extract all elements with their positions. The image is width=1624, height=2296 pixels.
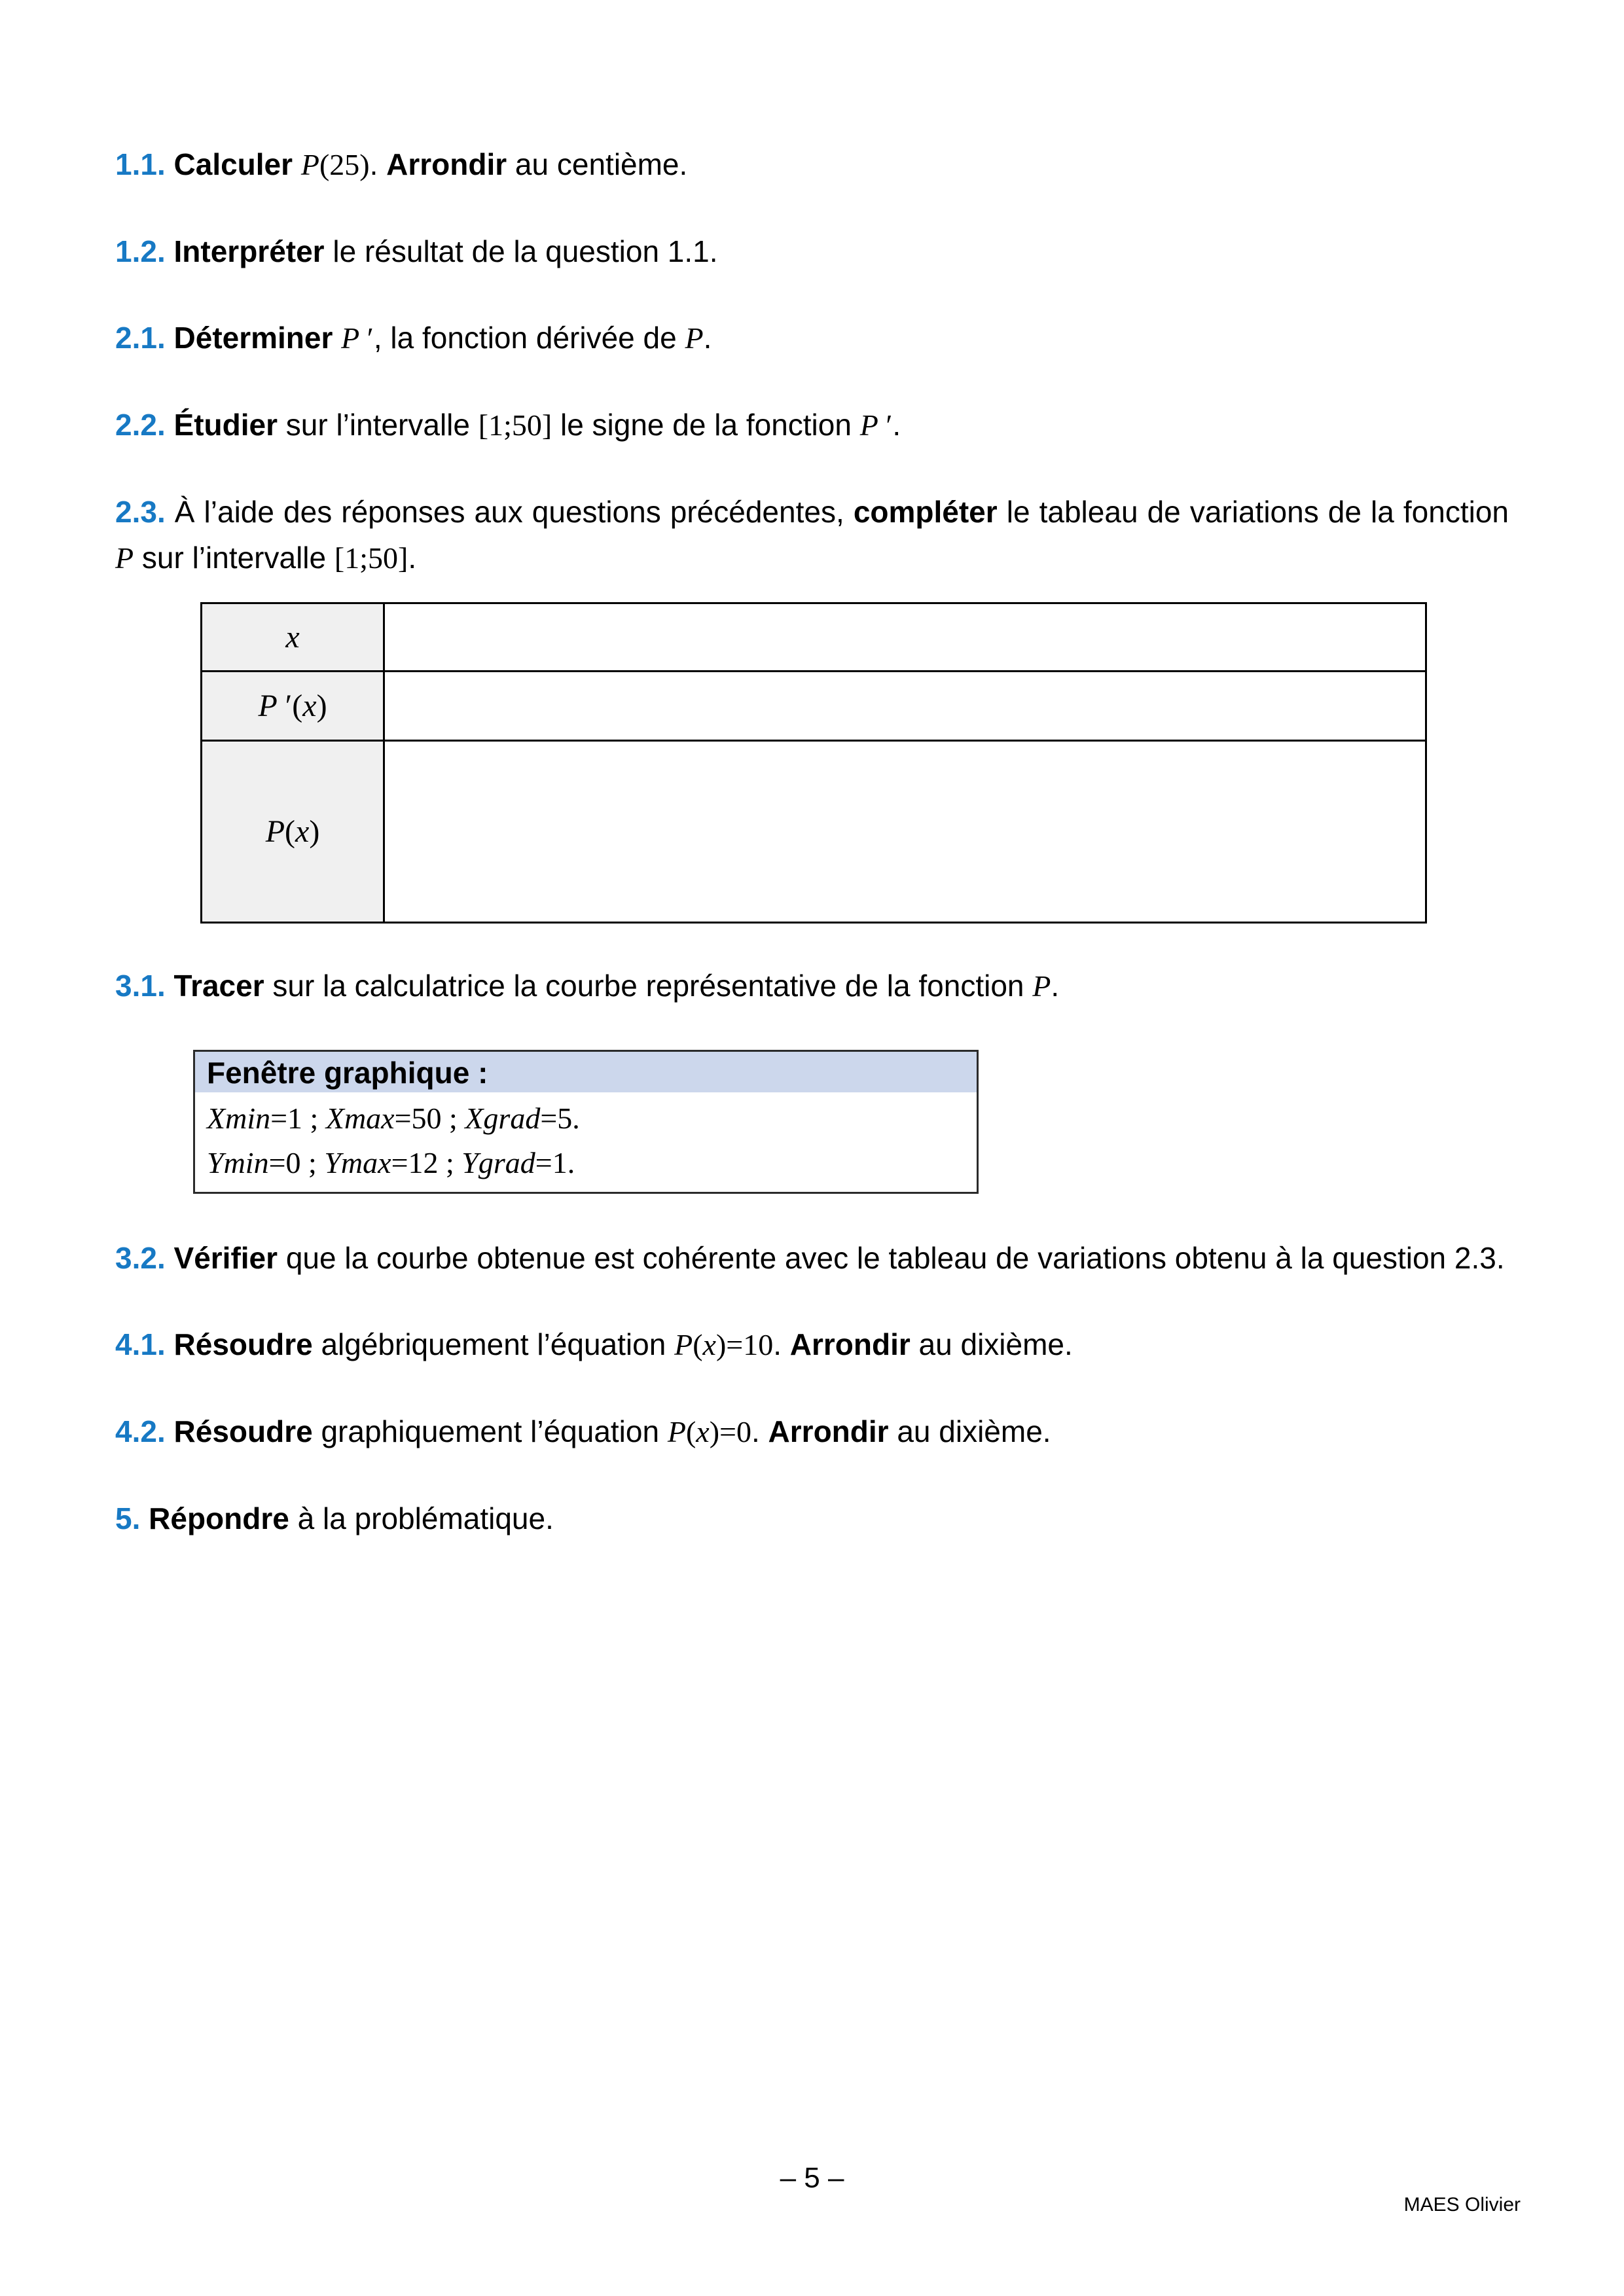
question-2-2 xyxy=(115,402,1509,448)
text-segment: ′ xyxy=(359,321,374,355)
text-segment: Calculer xyxy=(173,147,301,181)
text-segment: le signe de la fonction xyxy=(552,408,860,442)
text-segment: [1;50] xyxy=(334,541,408,575)
text-segment: Résoudre xyxy=(173,1327,313,1361)
text-segment: compléter xyxy=(853,495,998,529)
text-segment: Xgrad xyxy=(465,1102,541,1135)
text-segment: 5. xyxy=(115,1501,149,1535)
variation-table-label-p xyxy=(202,741,384,923)
variation-table-cell-p-prime xyxy=(384,672,1426,741)
variation-table-cell-x xyxy=(384,603,1426,672)
text-segment: . xyxy=(773,1327,790,1361)
text-segment: 3.1. xyxy=(115,969,174,1003)
text-segment: Résoudre xyxy=(173,1414,313,1448)
text-segment: =12 ; xyxy=(391,1146,462,1179)
text-segment: )=10 xyxy=(715,1328,774,1361)
text-segment: 2.2. xyxy=(115,408,174,442)
text-segment: =50 ; xyxy=(394,1102,465,1135)
question-4-2 xyxy=(115,1408,1509,1455)
text-segment: Arrondir xyxy=(768,1414,889,1448)
text-segment: à la problématique. xyxy=(289,1501,554,1535)
text-segment: sur la calculatrice la courbe représentative de la fonction xyxy=(264,969,1033,1003)
text-segment: Étudier xyxy=(173,408,278,442)
text-segment: x xyxy=(302,688,317,723)
text-segment: P xyxy=(667,1415,686,1448)
text-segment: . xyxy=(892,408,901,442)
text-segment: algébriquement l’équation xyxy=(312,1327,675,1361)
graph-window-body xyxy=(195,1092,977,1192)
question-1-2 xyxy=(115,228,1509,274)
text-segment: P xyxy=(115,541,134,575)
text-segment: x xyxy=(696,1415,710,1448)
text-segment: le tableau de variations de la fonction xyxy=(997,495,1509,529)
text-segment: P xyxy=(1032,969,1051,1003)
question-4-1 xyxy=(115,1321,1509,1368)
text-segment: ′( xyxy=(277,688,303,723)
question-2-1 xyxy=(115,315,1509,361)
text-segment: Tracer xyxy=(173,969,264,1003)
text-segment: P xyxy=(265,814,285,849)
graph-window-y-settings xyxy=(207,1141,965,1185)
text-segment: Ygrad xyxy=(461,1146,535,1179)
text-segment: . xyxy=(703,321,712,355)
text-segment: au dixième. xyxy=(910,1327,1073,1361)
text-segment: P xyxy=(674,1328,693,1361)
text-segment: =1. xyxy=(535,1146,575,1179)
variation-table-label-x xyxy=(202,603,384,672)
text-segment: 3.2. xyxy=(115,1241,174,1275)
page-number: – 5 – xyxy=(780,2162,844,2194)
text-segment: )=0 xyxy=(709,1415,751,1448)
text-segment: ) xyxy=(316,688,327,723)
text-segment: 2.3. xyxy=(115,495,175,529)
text-segment: 1.1. xyxy=(115,147,174,181)
text-segment: [1;50] xyxy=(478,408,552,442)
question-2-3 xyxy=(115,489,1509,581)
text-segment: Vérifier xyxy=(173,1241,278,1275)
text-segment: =5. xyxy=(540,1102,580,1135)
text-segment: . xyxy=(408,541,417,575)
variation-table-row-p xyxy=(202,741,1426,923)
text-segment: Arrondir xyxy=(789,1327,911,1361)
text-segment: Interpréter xyxy=(173,234,325,268)
text-segment: Ymax xyxy=(324,1146,391,1179)
page-content xyxy=(115,141,1509,1582)
text-segment: graphiquement l’équation xyxy=(312,1414,668,1448)
graph-window-title: Fenêtre graphique : xyxy=(195,1052,977,1092)
text-segment: 4.2. xyxy=(115,1414,174,1448)
variation-table-row-x xyxy=(202,603,1426,672)
text-segment: sur l’intervalle xyxy=(277,408,478,442)
text-segment: au dixième. xyxy=(888,1414,1051,1448)
variation-table-label-p-prime xyxy=(202,672,384,741)
text-segment: 2.1. xyxy=(115,321,174,355)
text-segment: ( xyxy=(685,1415,696,1448)
text-segment: . xyxy=(751,1414,768,1448)
text-segment: P xyxy=(341,321,360,355)
text-segment: =1 ; xyxy=(270,1102,326,1135)
question-5 xyxy=(115,1496,1509,1541)
variation-table-cell-p xyxy=(384,741,1426,923)
text-segment: ′ xyxy=(878,408,893,442)
text-segment: P xyxy=(300,148,319,181)
text-segment: 1.2. xyxy=(115,234,174,268)
question-1-1 xyxy=(115,141,1509,188)
text-segment: ) xyxy=(309,814,320,849)
graph-window-box xyxy=(193,1050,979,1194)
text-segment: x xyxy=(285,619,300,655)
text-segment: Ymin xyxy=(207,1146,269,1179)
variation-table xyxy=(200,602,1427,924)
graph-window-x-settings xyxy=(207,1096,965,1141)
text-segment: . xyxy=(369,147,387,181)
text-segment: . xyxy=(1051,969,1060,1003)
text-segment: au centième. xyxy=(507,147,688,181)
text-segment: Répondre xyxy=(149,1501,289,1535)
text-segment: P xyxy=(859,408,878,442)
text-segment: Xmax xyxy=(325,1102,395,1135)
text-segment: P xyxy=(685,321,704,355)
text-segment: sur l’intervalle xyxy=(134,541,334,575)
text-segment: ( xyxy=(285,814,295,849)
question-3-1 xyxy=(115,963,1509,1009)
text-segment: ( xyxy=(693,1328,703,1361)
text-segment: À l’aide des réponses aux questions précédentes, xyxy=(174,495,854,529)
text-segment: Déterminer xyxy=(173,321,342,355)
variation-table-row-p-prime xyxy=(202,672,1426,741)
text-segment: P xyxy=(258,688,278,723)
text-segment: le résultat de la question 1.1. xyxy=(324,234,718,268)
question-3-2 xyxy=(115,1235,1509,1281)
text-segment: Xmin xyxy=(207,1102,271,1135)
text-segment: que la courbe obtenue est cohérente avec le tableau de variations obtenu à la question 2.3. xyxy=(278,1241,1505,1275)
text-segment: , la fonction dérivée de xyxy=(373,321,685,355)
author-credit: MAES Olivier xyxy=(1403,2194,1521,2215)
text-segment: x xyxy=(295,814,310,849)
text-segment: x xyxy=(702,1328,716,1361)
text-segment: Arrondir xyxy=(386,147,507,181)
text-segment: =0 ; xyxy=(268,1146,325,1179)
text-segment: (25) xyxy=(319,148,370,181)
text-segment: 4.1. xyxy=(115,1327,174,1361)
